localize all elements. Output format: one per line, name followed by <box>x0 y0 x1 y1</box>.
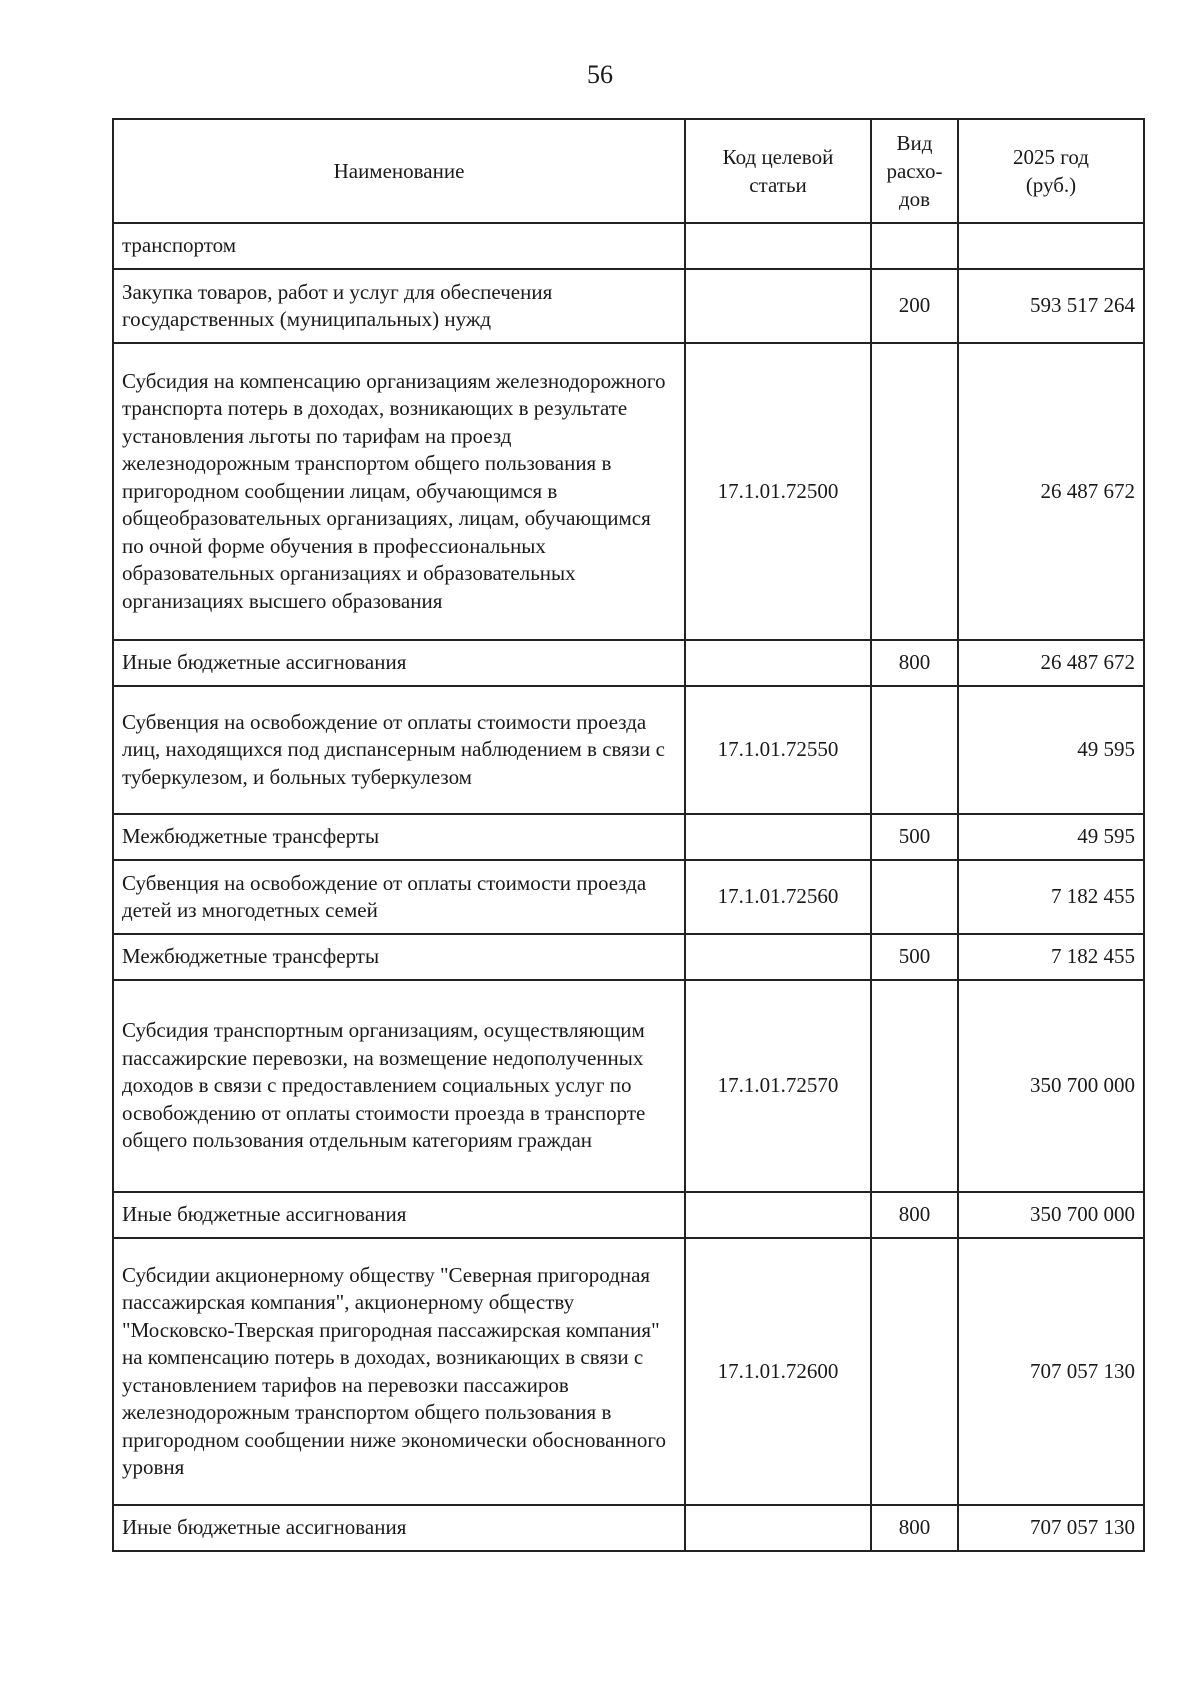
table-row <box>113 1505 1144 1551</box>
row-kind: 500 <box>871 814 958 860</box>
row-code <box>685 269 871 343</box>
row-sum: 7 182 455 <box>958 934 1144 980</box>
row-kind <box>871 343 958 640</box>
row-kind: 800 <box>871 1505 958 1551</box>
row-name: Межбюджетные трансферты <box>113 934 685 980</box>
header-code: Код целевой статьи <box>685 119 871 223</box>
row-name: Иные бюджетные ассигнования <box>113 640 685 686</box>
table-row <box>113 1192 1144 1238</box>
row-sum: 26 487 672 <box>958 343 1144 640</box>
row-sum: 707 057 130 <box>958 1238 1144 1505</box>
row-code: 17.1.01.72500 <box>685 343 871 640</box>
table-row <box>113 934 1144 980</box>
row-code <box>685 814 871 860</box>
row-name: транспортом <box>113 223 685 269</box>
table-row <box>113 223 1144 269</box>
row-code <box>685 223 871 269</box>
row-code: 17.1.01.72550 <box>685 686 871 814</box>
table-row <box>113 980 1144 1192</box>
row-code <box>685 1505 871 1551</box>
row-name: Субвенция на освобождение от оплаты стоимости проезда детей из многодетных семей <box>113 860 685 934</box>
table-row <box>113 269 1144 343</box>
header-kind: Вид расхо-дов <box>871 119 958 223</box>
row-kind <box>871 686 958 814</box>
row-name: Межбюджетные трансферты <box>113 814 685 860</box>
table-header-row <box>113 119 1144 223</box>
table-row <box>113 860 1144 934</box>
row-code <box>685 640 871 686</box>
row-name: Субсидии акционерному обществу "Северная пригородная пассажирская компания", акционерному обществу "Московско-Тверская пригородная пассажирская компания" на компенсацию потерь в доходах, возникающих в связи с установлением тарифов на перевозки пассажиров железнодорожным транспортом общего пользования в пригородном сообщении ниже экономически обоснованного уровня <box>113 1238 685 1505</box>
row-name: Иные бюджетные ассигнования <box>113 1192 685 1238</box>
row-sum: 707 057 130 <box>958 1505 1144 1551</box>
row-name: Иные бюджетные ассигнования <box>113 1505 685 1551</box>
row-name: Субвенция на освобождение от оплаты стоимости проезда лиц, находящихся под диспансерным наблюдением в связи с туберкулезом, и больных туберкулезом <box>113 686 685 814</box>
row-code <box>685 1192 871 1238</box>
table-row <box>113 343 1144 640</box>
row-sum: 49 595 <box>958 814 1144 860</box>
row-kind: 800 <box>871 1192 958 1238</box>
row-code: 17.1.01.72560 <box>685 860 871 934</box>
row-sum: 26 487 672 <box>958 640 1144 686</box>
row-name: Субсидия на компенсацию организациям железнодорожного транспорта потерь в доходах, возникающих в результате установления льготы по тарифам на проезд железнодорожным транспортом общего пользования в пригородном сообщении лицам, обучающимся в общеобразовательных организациях, лицам, обучающимся по очной форме обучения в профессиональных образовательных организациях и образовательных организациях высшего образования <box>113 343 685 640</box>
row-sum: 49 595 <box>958 686 1144 814</box>
row-name: Закупка товаров, работ и услуг для обеспечения государственных (муниципальных) нужд <box>113 269 685 343</box>
row-code: 17.1.01.72570 <box>685 980 871 1192</box>
budget-table <box>112 118 1145 1552</box>
row-kind <box>871 223 958 269</box>
row-code: 17.1.01.72600 <box>685 1238 871 1505</box>
row-name: Субсидия транспортным организациям, осуществляющим пассажирские перевозки, на возмещение недополученных доходов в связи с предоставлением социальных услуг по освобождению от оплаты стоимости проезда в транспорте общего пользования отдельным категориям граждан <box>113 980 685 1192</box>
row-kind: 500 <box>871 934 958 980</box>
table-row <box>113 640 1144 686</box>
header-name: Наименование <box>113 119 685 223</box>
page-number: 56 <box>587 60 613 89</box>
row-sum: 350 700 000 <box>958 1192 1144 1238</box>
row-kind <box>871 1238 958 1505</box>
row-kind: 200 <box>871 269 958 343</box>
table-row <box>113 814 1144 860</box>
row-sum <box>958 223 1144 269</box>
row-kind <box>871 980 958 1192</box>
row-sum: 350 700 000 <box>958 980 1144 1192</box>
row-code <box>685 934 871 980</box>
row-kind: 800 <box>871 640 958 686</box>
table-row <box>113 686 1144 814</box>
row-sum: 593 517 264 <box>958 269 1144 343</box>
row-kind <box>871 860 958 934</box>
row-sum: 7 182 455 <box>958 860 1144 934</box>
table-row <box>113 1238 1144 1505</box>
header-sum: 2025 год (руб.) <box>958 119 1144 223</box>
